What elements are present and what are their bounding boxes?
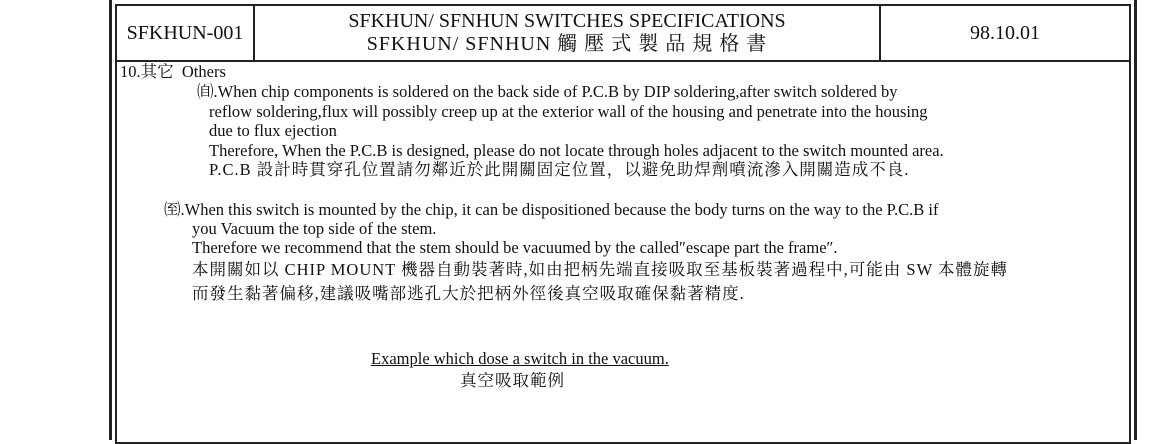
section-title: Others [181, 62, 226, 81]
note-1-line-4: Therefore, When the P.C.B is designed, please do not locate through holes adjacent to the switch mounted area. [209, 141, 944, 160]
note-1-line-3: due to flux ejection [209, 121, 337, 140]
note-2-line-1: ㉃.When this switch is mounted by the chip, it can be dispositioned because the body turns on the way to the P.C.B if [164, 200, 939, 219]
note-1-line-5: P.C.B 設計時貫穿孔位置請勿鄰近於此開關固定位置，以避免助焊劑噴流滲入開關造成不良. [209, 160, 910, 179]
title-line-english: SFKHUN/ SFNHUN SWITCHES SPECIFICATIONS [348, 10, 786, 32]
section-number: 10.其它 [120, 62, 174, 81]
example-caption-chinese: 真空吸取範例 [460, 371, 565, 390]
note-2-bullet: ㉃ [164, 200, 181, 219]
note-1-bullet: ㉂ [197, 82, 214, 101]
note-2-line-4: 本開關如以 CHIP MOUNT 機器自動裝著時,如由把柄先端直接吸取至基板裝著過程中,可能由 SW 本體旋轉 [192, 260, 1009, 279]
section-heading [120, 62, 226, 82]
note-2-line-3: Therefore we recommend that the stem should be vacuumed by the called″escape part the frame″. [192, 238, 838, 257]
note-2-line-5: 而發生黏著偏移,建議吸嘴部逃孔大於把柄外徑後真空吸取確保黏著精度. [192, 284, 745, 303]
note-1-line-2: reflow soldering,flux will possibly creep up at the exterior wall of the housing and penetrate into the housing [209, 102, 928, 121]
title-line-chinese: SFKHUN/ SFNHUN 觸 壓 式 製 品 規 格 書 [366, 33, 768, 55]
document-id: SFKHUN-001 [117, 6, 255, 60]
note-2-line-2: you Vacuum the top side of the stem. [192, 219, 437, 238]
example-caption-english: Example which dose a switch in the vacuum. [371, 349, 669, 368]
spec-header [117, 6, 1129, 62]
note-1-line-1: ㉂.When chip components is soldered on the back side of P.C.B by DIP soldering,after switch soldered by [197, 82, 898, 101]
document-date: 98.10.01 [970, 21, 1040, 44]
document-title [255, 6, 881, 60]
